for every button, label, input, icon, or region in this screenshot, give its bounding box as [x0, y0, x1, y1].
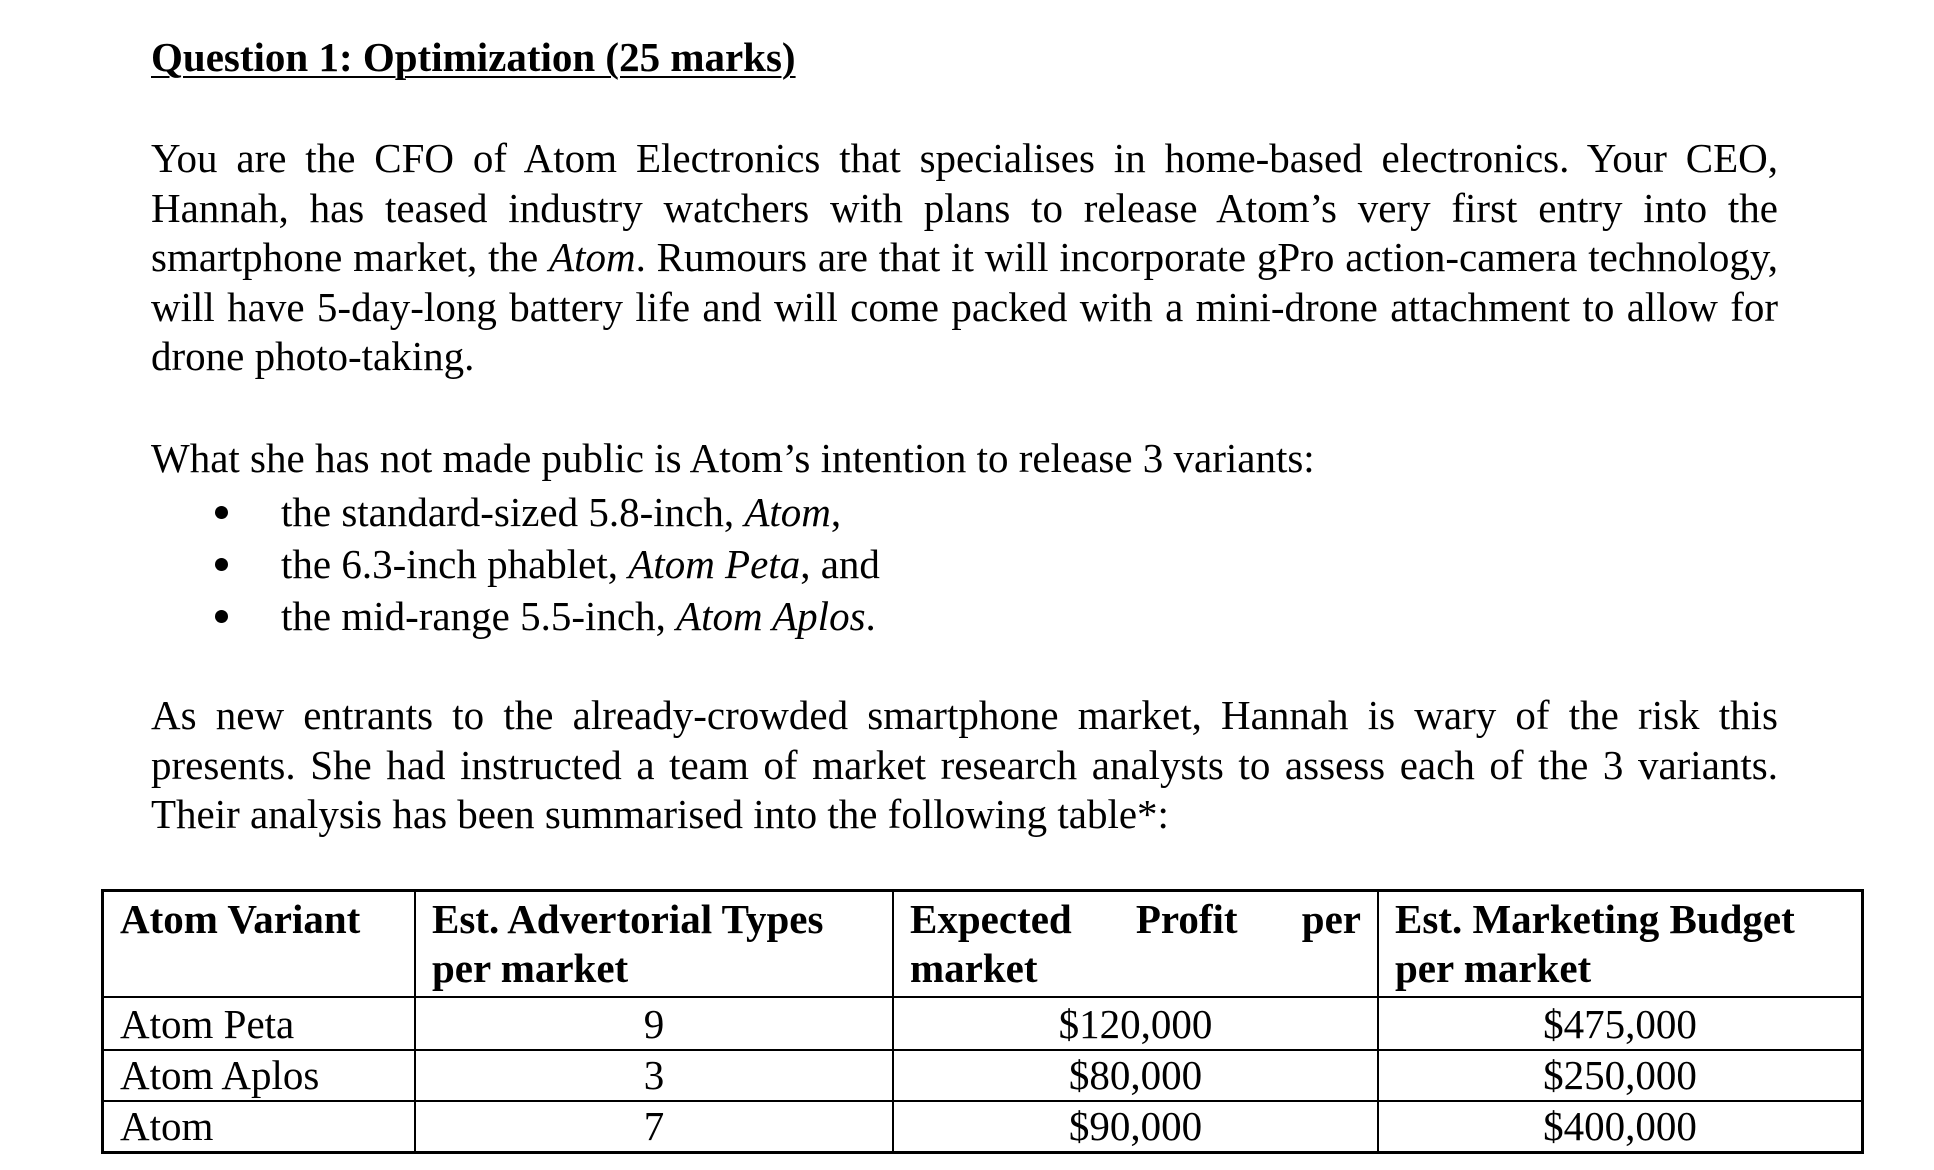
cell-budget: $400,000 — [1378, 1101, 1863, 1153]
list-item — [151, 590, 880, 642]
header-profit — [893, 891, 1378, 998]
cell-variant: Atom Aplos — [103, 1050, 416, 1101]
bullet-suffix: . — [865, 593, 876, 639]
cell-variant: Atom — [103, 1101, 416, 1153]
table-row — [103, 1050, 1863, 1101]
table-header-row — [103, 891, 1863, 998]
bullet-suffix: , and — [800, 541, 880, 587]
cell-profit: $80,000 — [893, 1050, 1378, 1101]
cell-profit: $90,000 — [893, 1101, 1378, 1153]
cell-budget: $475,000 — [1378, 997, 1863, 1050]
list-item — [151, 486, 880, 538]
analysis-paragraph — [151, 691, 1778, 840]
cell-budget: $250,000 — [1378, 1050, 1863, 1101]
header-profit-word: Profit — [1135, 896, 1238, 942]
bullet-suffix: , — [830, 489, 842, 535]
analysis-line-3: Their analysis has been summarised into the following table*: — [151, 791, 1169, 837]
header-profit-word: per — [1301, 896, 1361, 942]
header-profit-line — [910, 895, 1361, 944]
intro-paragraph — [151, 134, 1778, 382]
header-advertorial: Est. Advertorial Types per market — [415, 891, 893, 998]
bullet-text: the mid-range 5.5-inch, — [281, 593, 677, 639]
intro-line-5: attachment to allow for drone photo-taking. — [151, 283, 1778, 379]
cell-variant: Atom Peta — [103, 997, 416, 1050]
bullet-icon — [215, 610, 228, 623]
intro-line-2: Hannah, has teased industry watchers with plans to release Atom’s very first entry into the — [151, 184, 1778, 231]
analysis-line-1: As new entrants to the already-crowded smartphone market, Hannah is wary of the risk this — [151, 692, 1778, 738]
bullet-text: the standard-sized 5.8-inch, — [281, 489, 745, 535]
variant-list — [151, 486, 880, 642]
bullet-icon — [215, 558, 228, 571]
header-variant: Atom Variant — [103, 891, 416, 998]
question-heading: Question 1: Optimization (25 marks) — [151, 34, 796, 80]
cell-profit: $120,000 — [893, 997, 1378, 1050]
cell-advertorial: 7 — [415, 1101, 893, 1153]
intro-line-3b: . Rumours are that it will incorporate gPro action-camera — [635, 234, 1578, 280]
variants-intro: What she has not made public is Atom’s intention to release 3 variants: — [151, 435, 1315, 481]
intro-line-4: technology, will have 5-day-long battery life and will come packed with a mini-drone — [151, 234, 1779, 330]
header-budget: Est. Marketing Budget per market — [1378, 891, 1863, 998]
analysis-line-2: presents. She had instructed a team of market research analysts to assess each of the 3 variants. — [151, 741, 1778, 788]
header-profit-tail: market — [910, 945, 1038, 991]
bullet-icon — [215, 506, 228, 519]
variant-name: Atom Aplos — [676, 593, 866, 639]
product-name-atom: Atom — [549, 234, 636, 280]
table-row — [103, 1101, 1863, 1153]
bullet-text: the 6.3-inch phablet, — [281, 541, 629, 587]
intro-line-3a: smartphone market, the — [151, 234, 539, 280]
intro-line-1: You are the CFO of Atom Electronics that specialises in home-based electronics. Your CEO, — [151, 135, 1778, 181]
variant-table — [101, 889, 1864, 1154]
header-profit-word: Expected — [910, 896, 1072, 942]
table-row — [103, 997, 1863, 1050]
variant-name: Atom — [744, 489, 831, 535]
list-item — [151, 538, 880, 590]
cell-advertorial: 3 — [415, 1050, 893, 1101]
cell-advertorial: 9 — [415, 997, 893, 1050]
variant-name: Atom Peta — [628, 541, 801, 587]
